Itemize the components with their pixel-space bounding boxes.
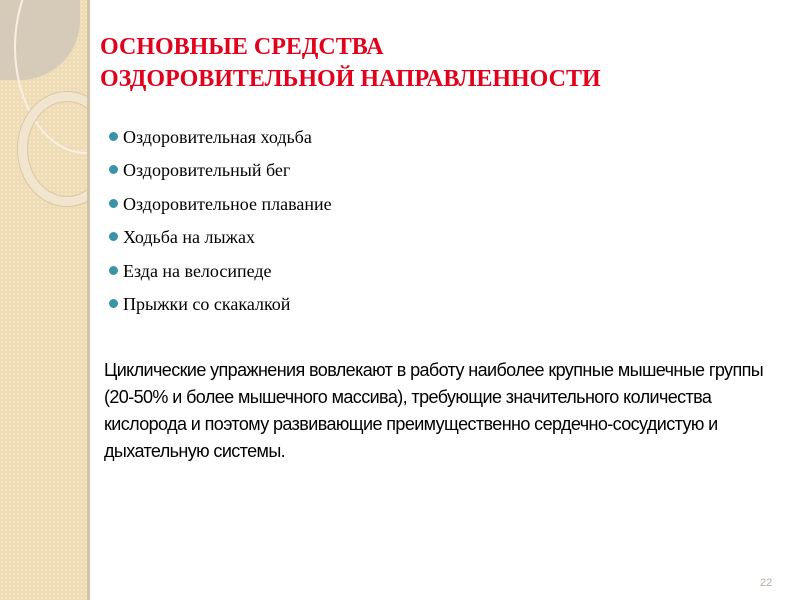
list-item-text: Прыжки со скакалкой [123, 293, 291, 314]
page-number: 22 [760, 577, 773, 589]
list-item-text: Ходьба на лыжах [123, 227, 255, 248]
bullet-icon [109, 232, 118, 241]
list-item [107, 258, 332, 291]
list-item-text: Оздоровительный бег [123, 160, 291, 181]
bullet-icon [109, 199, 118, 208]
bullet-icon [109, 132, 118, 141]
list-item [107, 291, 332, 324]
title-line-1: ОСНОВНЫЕ СРЕДСТВА [100, 34, 384, 60]
sidebar-divider [87, 0, 90, 600]
bullet-icon [109, 299, 118, 308]
list-item-text: Езда на велосипеде [123, 260, 272, 281]
list-item [107, 157, 332, 190]
list-item-text: Оздоровительная ходьба [123, 127, 312, 147]
list-item [107, 124, 332, 157]
list-item [107, 224, 332, 257]
decorative-sidebar [0, 0, 87, 600]
title-line-2: ОЗДОРОВИТЕЛЬНОЙ НАПРАВЛЕННОСТИ [100, 66, 601, 92]
bullet-list [107, 124, 332, 324]
slide-title [100, 31, 601, 95]
list-item [107, 191, 332, 224]
bullet-icon [109, 165, 118, 174]
list-item-text: Оздоровительное плавание [123, 193, 332, 214]
bullet-icon [109, 266, 118, 275]
description-paragraph: Циклические упражнения вовлекают в работу наиболее крупные мышечные группы (20-50% и более мышечного массива), требующие значительного количества кислорода и поэтому развивающие преимущественно сердечно-сосудистую и дыхательную системы. [104, 360, 764, 461]
